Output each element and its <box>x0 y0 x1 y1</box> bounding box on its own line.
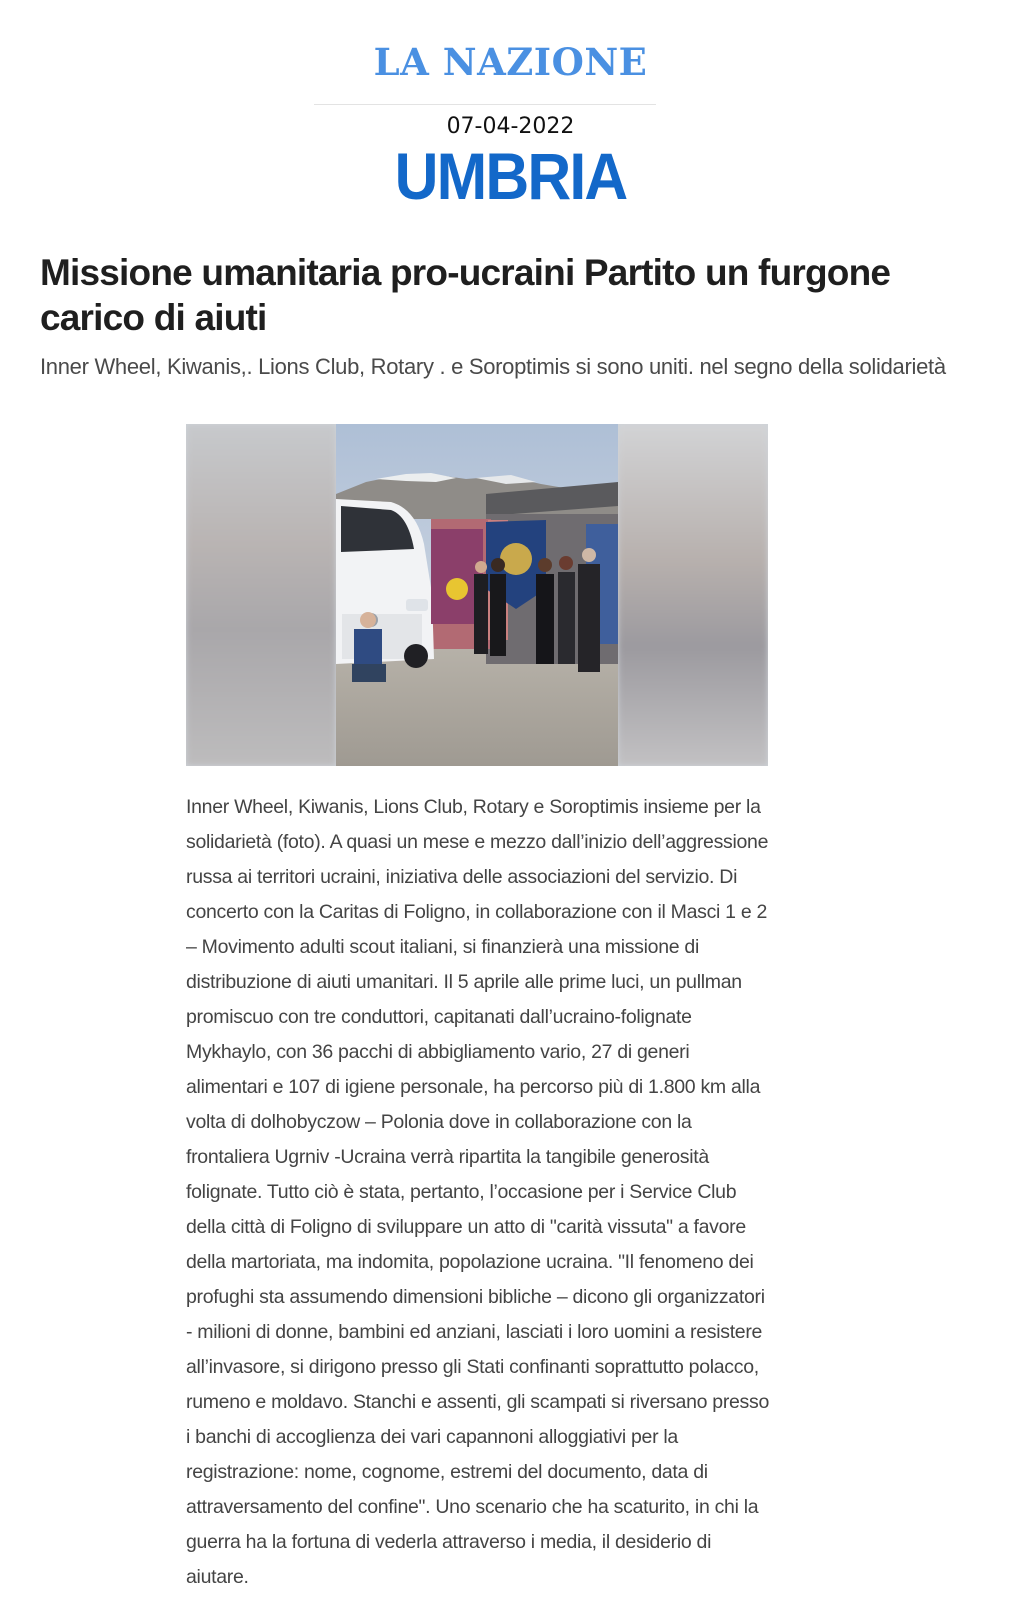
photo-blur-left <box>186 424 336 766</box>
photo-van-group-icon <box>336 424 618 766</box>
article-subheadline: Inner Wheel, Kiwanis,. Lions Club, Rotary . e Soroptimis si sono uniti. nel segno della solidarietà <box>40 354 946 379</box>
publication-date: 07-04-2022 <box>446 114 575 139</box>
newspaper-logo: LA NAZIONE <box>373 40 648 84</box>
edition-title: UMBRIA <box>394 139 627 213</box>
article-body: Inner Wheel, Kiwanis, Lions Club, Rotary e Soroptimis insieme per la solidarietà (foto). A quasi un mese e mezzo dall’inizio dell’aggressione russa ai territori ucraini, iniziativa delle associazioni del servizio. Di concerto con la Caritas di Foligno, in collaborazione con il Masci 1 e 2 – Movimento adulti scout italiani, si finanzierà una missione di distribuzione di aiuti umanitari. Il 5 aprile alle prime luci, un pullman promiscuo con tre conduttori, capitanati dall’ucraino-folignate Mykhaylo, con 36 pacchi di abbigliamento vario, 27 di generi alimentari e 107 di igiene personale, ha percorso più di 1.800 km alla volta di dolhobyczow – Polonia dove in collaborazione con la frontaliera Ugrniv -Ucraina verrà ripartita la tangibile generosità folignate. Tutto ciò è stata, pertanto, l’occasione per i Service Club della città di Foligno di sviluppare un atto di "carità vissuta" a favore della martoriata, ma indomita, popolazione ucraina. "Il fenomeno dei profughi sta assumendo dimensioni bibliche – dicono gli organizzatori - milioni di donne, bambini ed anziani, lasciati i loro uomini a resistere all’invasore, si dirigono presso gli Stati confinanti soprattutto polacco, rumeno e moldavo. Stanchi e assenti, gli scampati si riversano presso i banchi di accoglienza dei vari capannoni alloggiativi per la registrazione: nome, cognome, estremi del documento, data di attraversamento del confine". Uno scenario che ha scaturito, in chi la guerra ha la fortuna di vederla attraverso i media, il desiderio di aiutare. <box>186 796 770 1588</box>
photo-blur-right <box>618 424 768 766</box>
masthead <box>0 40 1021 84</box>
article-photo <box>186 424 768 766</box>
article-headline: Missione umanitaria pro-ucraini Partito un furgone carico di aiuti <box>40 252 891 338</box>
masthead-divider <box>314 104 656 105</box>
